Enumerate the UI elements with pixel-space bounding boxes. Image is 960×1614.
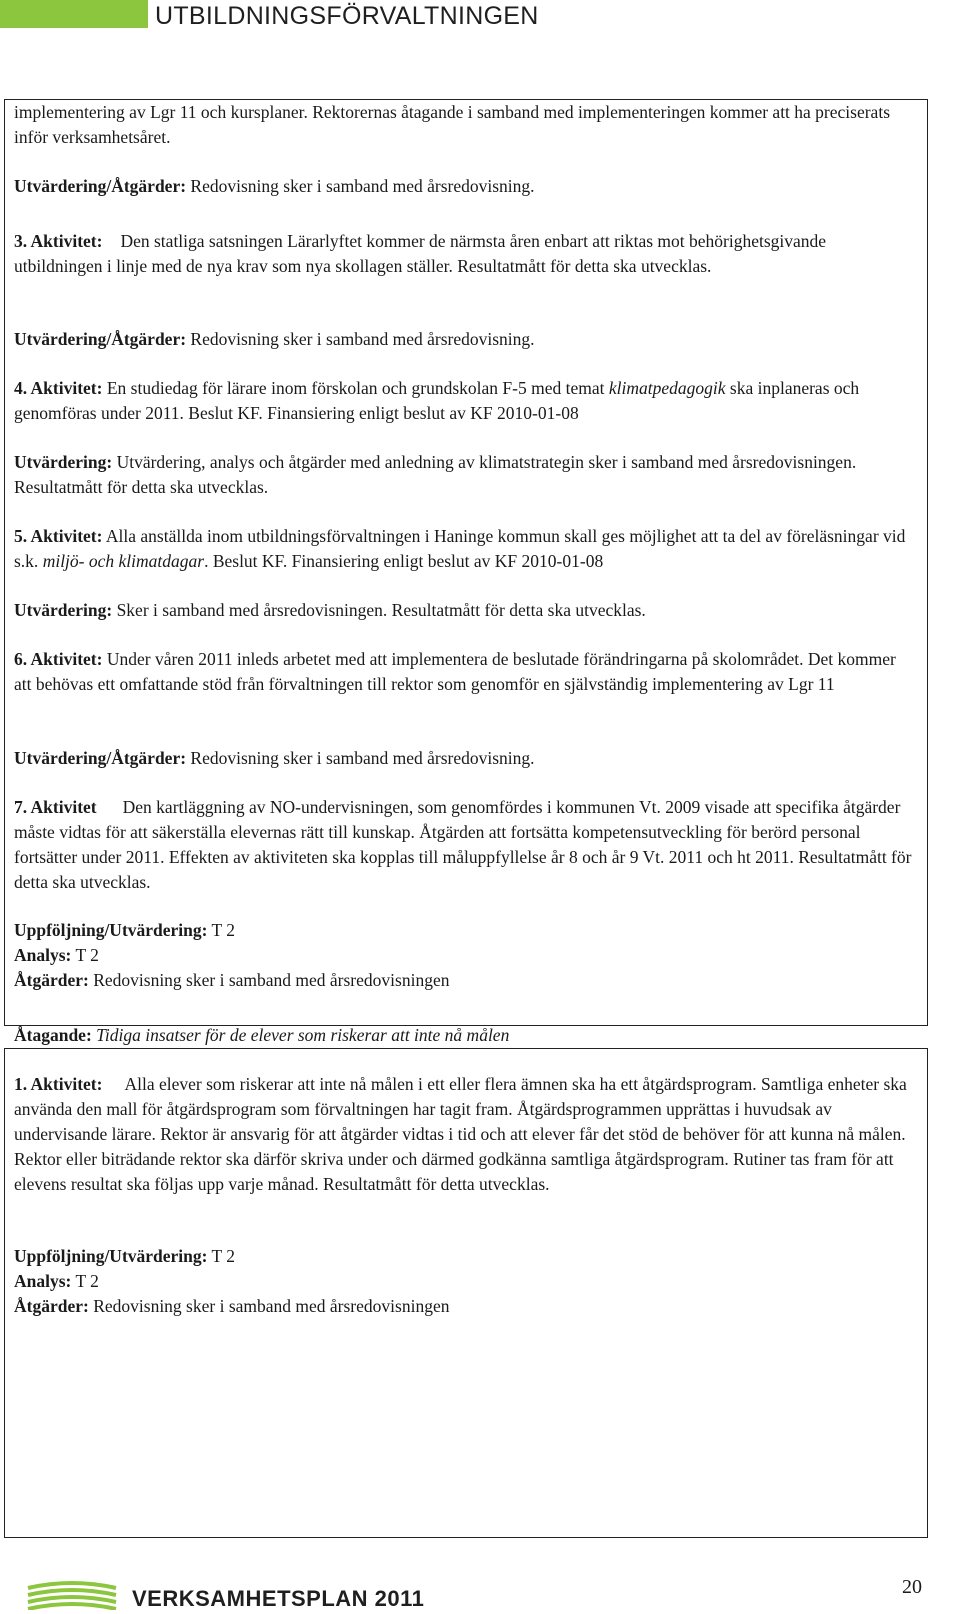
activity-4: 4. Aktivitet: En studiedag för lärare inom förskolan och grundskolan F-5 med temat klimatpedagogik ska inplaneras och genomföras under 2011. Beslut KF. Finansiering enligt beslut av KF 2010-01-08 — [14, 378, 860, 423]
plan-title: VERKSAMHETSPLAN 2011 — [132, 1586, 425, 1611]
department-title: UTBILDNINGSFÖRVALTNINGEN — [155, 2, 539, 30]
activity-7: 7. Aktivitet Den kartläggning av NO-undervisningen, som genomfördes i kommunen Vt. 2009 visade att specifika åtgärder måste vidtas för att säkerställa elevernas rätt till kunskap. Åtgärden att fortsätta kompetensutveckling för berörd personal fortsätter under 2011. Effekten av aktiviteten ska kopplas till måluppfyllelse år 8 och år 9 Vt. 2011 och ht 2011. Resultatmått för detta ska utvecklas. — [14, 797, 912, 892]
page-number: 20 — [902, 1576, 922, 1598]
evaluation-5: Utvärdering: Sker i samband med årsredovisningen. Resultatmått för detta ska utvecklas. — [14, 600, 646, 620]
leaf-stripes-icon — [26, 1580, 118, 1610]
activity-3: 3. Aktivitet: Den statliga satsningen Lärarlyftet kommer de närmsta åren enbart att riktas mot behörighetsgivande utbildningen i linje med de nya krav som nya skollagen ställer. Resultatmått för detta ska utvecklas. — [14, 231, 827, 276]
evaluation-6: Utvärdering/Åtgärder: Redovisning sker i samband med årsredovisning. — [14, 748, 535, 768]
evaluation-4: Utvärdering: Utvärdering, analys och åtgärder med anledning av klimatstrategin sker i samband med årsredovisningen. Resultatmått för detta ska utvecklas. — [14, 452, 857, 497]
intro-paragraph: implementering av Lgr 11 och kursplaner. Rektorernas åtagande i samband med implementeringen kommer att ha preciserats inför verksamhetsåret. — [14, 102, 890, 147]
header-accent-bar — [0, 0, 148, 28]
followup-a: Uppföljning/Utvärdering: T 2 Analys: T 2 Åtgärder: Redovisning sker i samband med årsredovisningen — [14, 920, 450, 990]
evaluation-3: Utvärdering/Åtgärder: Redovisning sker i samband med årsredovisning. — [14, 329, 535, 349]
followup-b: Uppföljning/Utvärdering: T 2 Analys: T 2 Åtgärder: Redovisning sker i samband med årsredovisningen — [14, 1246, 450, 1316]
evaluation-0: Utvärdering/Åtgärder: Redovisning sker i samband med årsredovisning. — [14, 176, 535, 196]
activity-6: 6. Aktivitet: Under våren 2011 inleds arbetet med att implementera de beslutade förändringarna på skolområdet. Det kommer att behövas ett omfattande stöd från förvaltningen till rektor som genomför en självständig implementering av Lgr 11 — [14, 649, 896, 694]
commitment-activity-1: 1. Aktivitet: Alla elever som riskerar att inte nå målen i ett eller flera ämnen ska ha ett åtgärdsprogram. Samtliga enheter ska använda den mall för åtgärdsprogram som förvaltningen har tagit fram. Åtgärdsprogrammen upprättas i huvudsak av undervisande lärare. Rektor är ansvarig för att åtgärder vidtas i tid och att elever får det stöd de behöver för att kunna nå målen. Rektor eller biträdande rektor ska därför skriva under och därmed godkänna samtliga åtgärdsprogram. Rutiner tas fram för att elevens resultat ska följas upp varje månad. Resultatmått för detta utvecklas. — [14, 1074, 907, 1194]
commitment-heading: Åtagande: Tidiga insatser för de elever som riskerar att inte nå målen — [14, 1025, 510, 1045]
activity-5: 5. Aktivitet: Alla anställda inom utbildningsförvaltningen i Haninge kommun skall ges möjlighet att ta del av föreläsningar vid s.k. miljö- och klimatdagar. Beslut KF. Finansiering enligt beslut av KF 2010-01-08 — [14, 526, 906, 571]
